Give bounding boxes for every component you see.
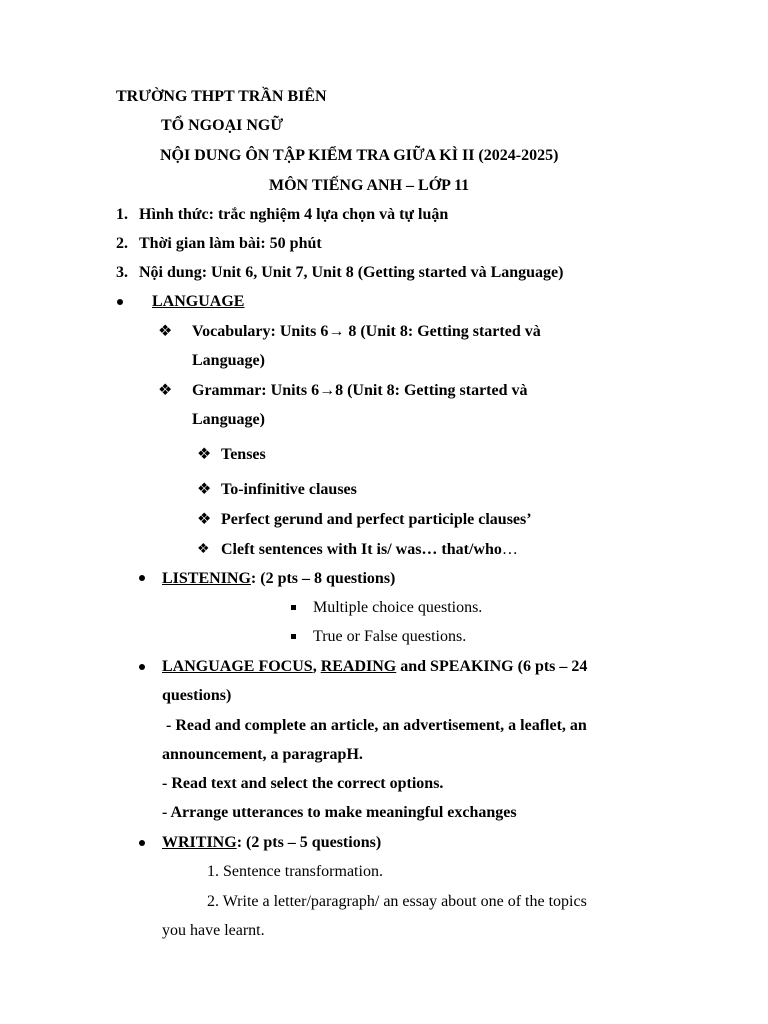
arrow-right-icon: → [319,382,336,399]
listening-item: Multiple choice questions. [313,599,483,616]
vocabulary-line: Vocabulary: Units 6→ 8 (Unit 8: Getting started và [192,323,541,340]
bullet-icon [139,664,145,670]
numbered-item-marker: 2. [116,235,128,252]
diamond-outline-bullet-icon: ❖ [197,542,210,557]
grammar-topic: Perfect gerund and perfect participle clauses’ [221,511,532,528]
department-name: TỔ NGOẠI NGỮ [161,117,284,134]
focus-task: - Read text and select the correct options. [162,775,444,792]
numbered-item-duration: Thời gian làm bài: 50 phút [139,235,322,252]
listening-line: LISTENING: (2 pts – 8 questions) [162,570,396,587]
document-title: NỘI DUNG ÔN TẬP KIỂM TRA GIỮA KÌ II (2024-2025) [160,147,559,164]
focus-heading-line: LANGUAGE FOCUS, READING and SPEAKING (6 pts – 24 [162,658,588,675]
bullet-icon [139,575,145,581]
writing-item: 2. Write a letter/paragraph/ an essay about one of the topics [207,893,587,910]
square-bullet-icon [291,634,296,639]
grammar-line-cont: Language) [192,411,265,428]
writing-line: WRITING: (2 pts – 5 questions) [162,834,382,851]
diamond-bullet-icon: ❖ [197,481,212,498]
grammar-topic: Tenses [221,446,266,463]
numbered-item-content: Nội dung: Unit 6, Unit 7, Unit 8 (Getting started và Language) [139,264,564,281]
listening-item: True or False questions. [313,628,467,645]
focus-task: - Arrange utterances to make meaningful exchanges [162,804,517,821]
school-name: TRƯỜNG THPT TRẦN BIÊN [116,88,327,105]
vocabulary-line-cont: Language) [192,352,265,369]
focus-heading-cont: questions) [162,687,232,704]
writing-item: 1. Sentence transformation. [207,863,383,880]
focus-task: - Read and complete an article, an advertisement, a leaflet, an [162,717,587,734]
language-heading: LANGUAGE [152,293,245,310]
focus-task: announcement, a paragrapH. [162,746,363,763]
diamond-bullet-icon: ❖ [158,323,173,340]
square-bullet-icon [291,605,296,610]
numbered-item-marker: 1. [116,206,128,223]
grammar-topic: Cleft sentences with It is/ was… that/who… [221,541,518,558]
diamond-bullet-icon: ❖ [158,382,173,399]
bullet-icon [117,299,123,305]
diamond-bullet-icon: ❖ [197,446,212,463]
arrow-right-icon: → [328,323,345,340]
grammar-line: Grammar: Units 6→8 (Unit 8: Getting started và [192,382,528,399]
diamond-bullet-icon: ❖ [197,511,212,528]
bullet-icon [139,840,145,846]
numbered-item-marker: 3. [116,264,128,281]
subject-title: MÔN TIẾNG ANH – LỚP 11 [269,177,470,194]
writing-item-cont: you have learnt. [162,922,265,939]
grammar-topic: To-infinitive clauses [221,481,357,498]
numbered-item-format: Hình thức: trắc nghiệm 4 lựa chọn và tự luận [139,206,449,223]
